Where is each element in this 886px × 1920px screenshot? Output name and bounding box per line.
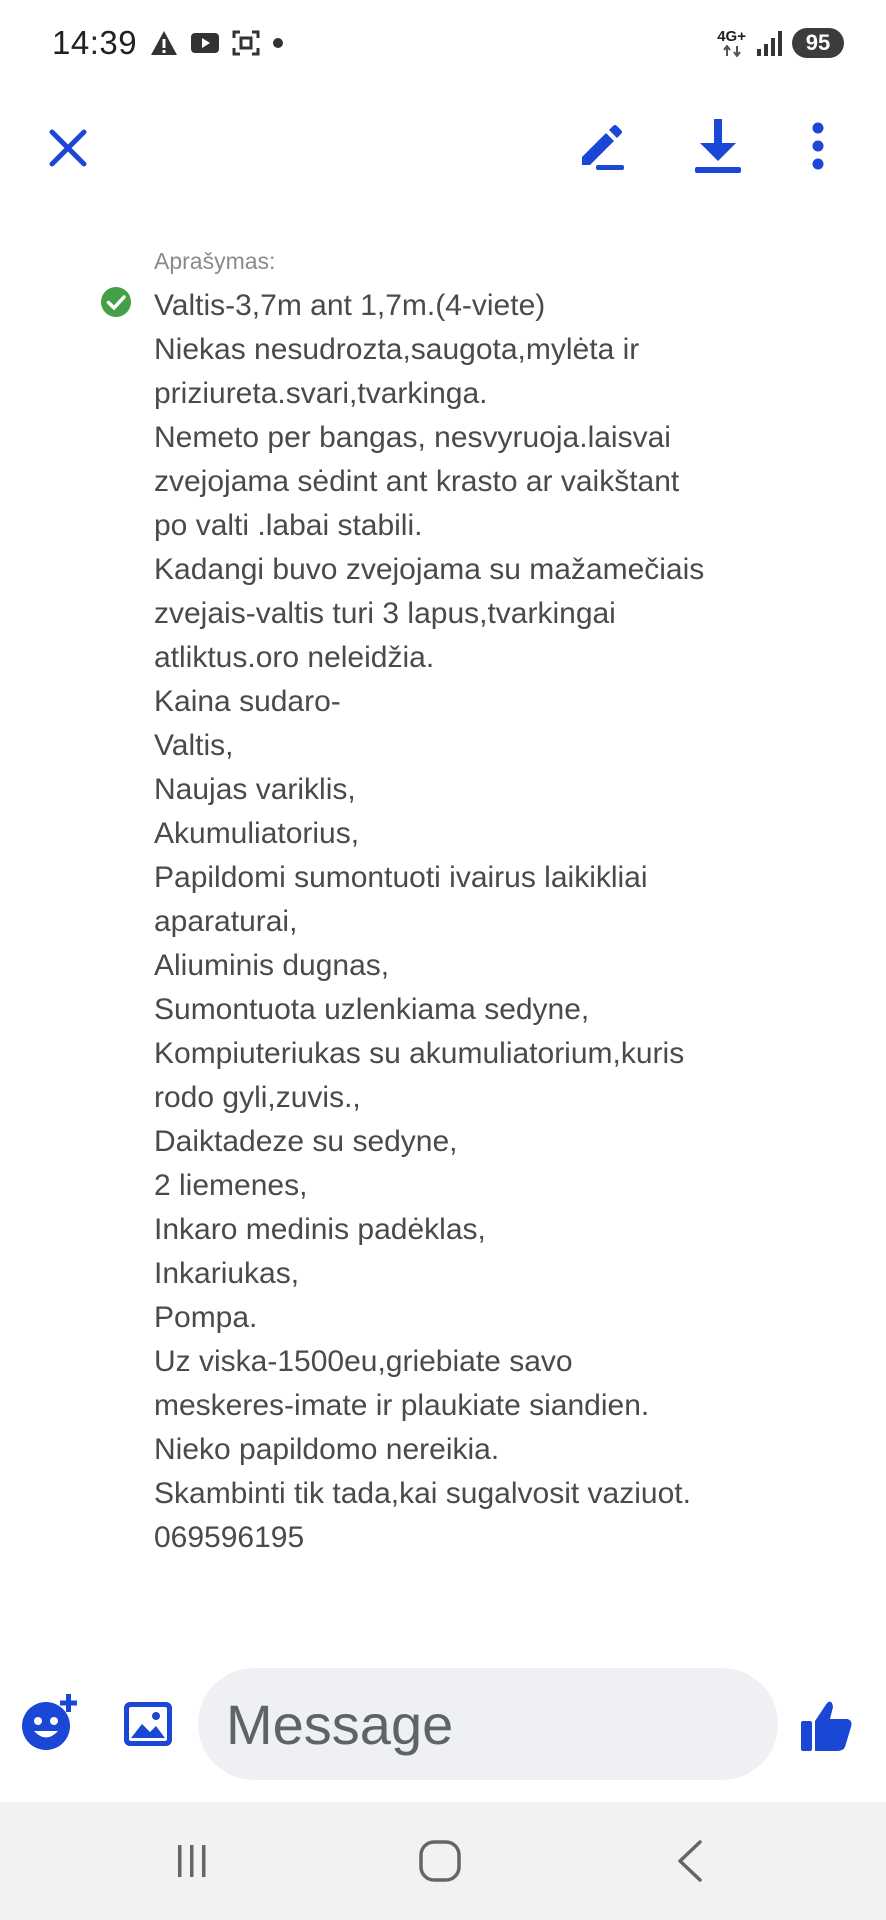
description-label: Aprašymas: bbox=[154, 248, 276, 274]
top-app-bar bbox=[0, 100, 886, 190]
close-icon bbox=[48, 128, 88, 168]
edit-icon bbox=[574, 121, 626, 171]
thumbs-up-button[interactable] bbox=[796, 1696, 856, 1756]
screenshot-icon bbox=[232, 29, 260, 57]
network-type bbox=[717, 29, 746, 57]
emoji-add-icon bbox=[20, 1694, 80, 1754]
youtube-icon bbox=[190, 31, 220, 55]
check-circle-icon bbox=[100, 286, 132, 318]
download-icon bbox=[692, 117, 744, 175]
gallery-button[interactable] bbox=[118, 1696, 178, 1752]
home-icon bbox=[417, 1838, 463, 1884]
message-input[interactable] bbox=[198, 1668, 778, 1780]
battery-indicator: 95 bbox=[792, 28, 844, 58]
more-options-button[interactable] bbox=[800, 114, 836, 178]
close-button[interactable] bbox=[38, 118, 98, 178]
message-placeholder: Message bbox=[226, 1692, 454, 1756]
download-button[interactable] bbox=[688, 114, 748, 178]
message-composer bbox=[0, 1660, 886, 1785]
home-button[interactable] bbox=[410, 1836, 470, 1886]
description-text: Valtis-3,7m ant 1,7m.(4-viete) Niekas nesudrozta,saugota,mylėta ir priziureta.svari,tvarkinga. Nemeto per bangas, nesvyruoja.laisvai zvejojama sėdint ant krasto ar vaikštant po valti .labai stabili. Kadangi buvo zvejojama su mažamečiais zvejais-valtis turi 3 lapus,tvarkingai atliktus.oro neleidžia. Kaina sudaro- Valtis, Naujas variklis, Akumuliatorius, Papildomi sumontuoti ivairus laikikliai aparaturai, Aliuminis dugnas, Sumontuota uzlenkiama sedyne, Kompiuteriukas su akumuliatorium,kuris rodo gyli,zuvis., Daiktadeze su sedyne, 2 liemenes, Inkaro medinis padėklas, Inkariukas, Pompa. Uz viska-1500eu,griebiate savo meskeres-imate ir plaukiate siandien. Nieko papildomo nereikia. Skambinti tik tada,kai sugalvosit vaziuot. 069596195 bbox=[154, 289, 705, 1554]
status-notification-icons bbox=[150, 29, 284, 57]
more-vert-icon bbox=[810, 120, 826, 172]
status-bar bbox=[0, 0, 886, 92]
thumbs-up-icon bbox=[799, 1699, 853, 1753]
back-icon bbox=[670, 1838, 710, 1884]
system-navigation-bar bbox=[0, 1802, 886, 1920]
recent-apps-button[interactable] bbox=[162, 1836, 222, 1886]
dot-icon bbox=[272, 37, 284, 49]
signal-icon bbox=[756, 29, 782, 57]
back-button[interactable] bbox=[660, 1836, 720, 1886]
network-label: 4G+ bbox=[717, 28, 746, 45]
recent-apps-icon bbox=[172, 1841, 212, 1881]
status-system-icons bbox=[717, 28, 844, 58]
warning-icon bbox=[150, 30, 178, 56]
status-time: 14:39 bbox=[52, 24, 138, 61]
edit-button[interactable] bbox=[570, 116, 630, 176]
data-arrows-icon bbox=[722, 45, 742, 57]
gallery-icon bbox=[122, 1700, 174, 1748]
emoji-button[interactable] bbox=[20, 1694, 80, 1754]
